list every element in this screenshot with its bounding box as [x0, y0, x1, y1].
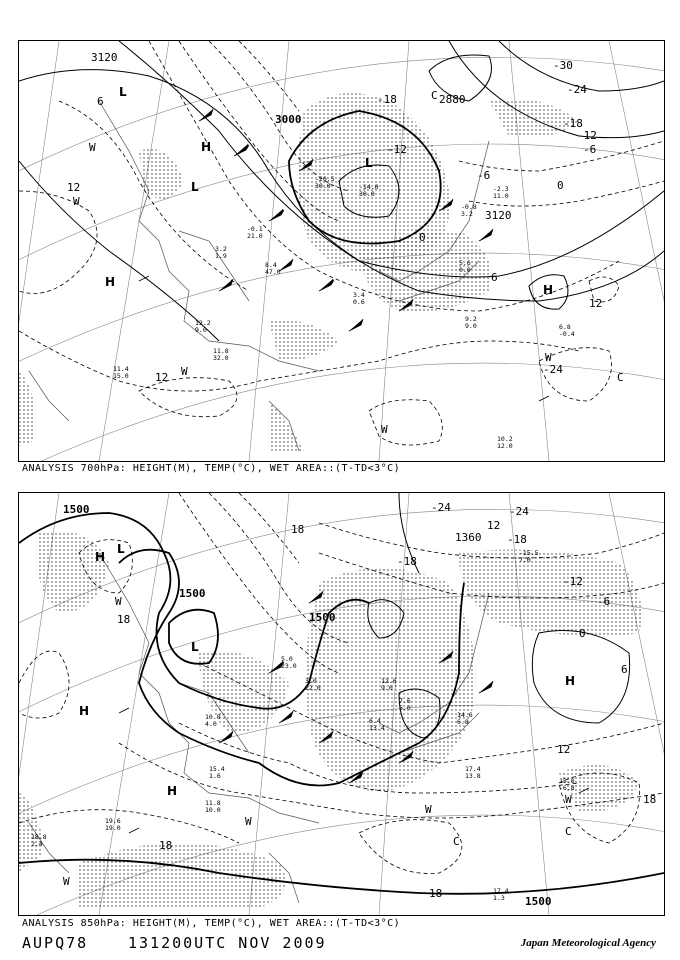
- svg-text:11.4: 11.4: [113, 365, 129, 373]
- svg-text:5.6: 5.6: [459, 259, 471, 267]
- map-850hpa: [18, 492, 665, 916]
- svg-text:-6.8: -6.8: [559, 784, 575, 792]
- svg-text:-14.0: -14.0: [359, 183, 379, 191]
- svg-text:-15.5: -15.5: [519, 549, 539, 557]
- svg-text:23.0: 23.0: [281, 662, 297, 670]
- svg-text:-0.4: -0.4: [559, 330, 575, 338]
- svg-text:17.4: 17.4: [465, 765, 481, 773]
- svg-text:14.6: 14.6: [457, 711, 473, 719]
- svg-text:6.8: 6.8: [559, 323, 571, 331]
- svg-text:0.6: 0.6: [353, 298, 365, 306]
- high-marker: H: [79, 704, 90, 718]
- high-marker: H: [565, 674, 576, 688]
- svg-text:7.0: 7.0: [519, 556, 531, 564]
- svg-text:19.0: 19.0: [105, 824, 121, 832]
- temp-label: 0: [557, 179, 564, 192]
- analysis-datetime: 131200UTC NOV 2009: [128, 934, 327, 952]
- cold-marker: C: [617, 371, 624, 384]
- svg-text:-20.5: -20.5: [315, 175, 335, 183]
- svg-text:9.2: 9.2: [465, 315, 477, 323]
- svg-text:11.0: 11.0: [493, 192, 509, 200]
- low-marker: L: [119, 85, 127, 99]
- caption-850hpa: ANALYSIS 850hPa: HEIGHT(M), TEMP(°C), WET AREA::(T-TD<3°C): [22, 918, 401, 929]
- height-label: 2880: [439, 93, 466, 106]
- temp-label: -24: [567, 83, 587, 96]
- temp-label: -12: [577, 129, 597, 142]
- temp-label: 6: [491, 271, 498, 284]
- temp-label: 12: [67, 181, 81, 194]
- height-label: 3000: [275, 113, 302, 126]
- low-marker: L: [117, 542, 125, 556]
- svg-text:18.8: 18.8: [31, 833, 47, 841]
- cold-marker: C: [431, 89, 438, 102]
- svg-text:15.4: 15.4: [209, 765, 225, 773]
- temp-label: -12: [563, 575, 583, 588]
- height-label: 1500: [179, 587, 206, 600]
- temp-label: 0: [419, 231, 426, 244]
- svg-text:30.0: 30.0: [315, 182, 331, 190]
- svg-text:6.8: 6.8: [457, 718, 469, 726]
- svg-text:17.4: 17.4: [493, 887, 509, 895]
- temp-label: 6: [621, 663, 628, 676]
- svg-text:-0.1: -0.1: [247, 225, 263, 233]
- svg-text:12.6: 12.6: [381, 677, 397, 685]
- warm-marker: W: [181, 365, 188, 378]
- temp-label: 12: [487, 519, 501, 532]
- temp-label: -18: [507, 533, 527, 546]
- temp-label: -18: [397, 555, 417, 568]
- height-label: 1500: [309, 611, 336, 624]
- agency-name: Japan Meteorological Agency: [520, 937, 656, 949]
- map-700hpa: [18, 40, 665, 462]
- temp-label: -30: [553, 59, 573, 72]
- temp-label: 12: [589, 297, 603, 310]
- temp-label: 6: [97, 95, 104, 108]
- cold-marker: C: [565, 825, 572, 838]
- high-marker: H: [201, 140, 212, 154]
- temp-label: -24: [543, 363, 563, 376]
- low-marker: L: [365, 156, 373, 170]
- svg-text:9.0: 9.0: [381, 684, 393, 692]
- caption-700hpa: ANALYSIS 700hPa: HEIGHT(M), TEMP(°C), WET AREA::(T-TD<3°C): [22, 463, 401, 474]
- svg-text:3.2: 3.2: [461, 210, 473, 218]
- height-label: 1500: [63, 503, 90, 516]
- svg-text:9.0: 9.0: [465, 322, 477, 330]
- svg-text:3.0: 3.0: [305, 677, 317, 685]
- svg-text:13.4: 13.4: [369, 724, 385, 732]
- map-700hpa-graphic: [19, 41, 664, 461]
- svg-text:6.0: 6.0: [399, 704, 411, 712]
- svg-text:21.0: 21.0: [247, 232, 263, 240]
- svg-text:13.8: 13.8: [465, 772, 481, 780]
- svg-text:1.9: 1.9: [215, 252, 227, 260]
- temp-label: 18: [159, 839, 173, 852]
- low-marker: L: [191, 180, 199, 194]
- svg-text:47.0: 47.0: [265, 268, 281, 276]
- product-code: AUPQ78: [22, 934, 89, 952]
- svg-text:3.2: 3.2: [215, 245, 227, 253]
- svg-text:1.6: 1.6: [209, 772, 221, 780]
- temp-label: -18: [563, 117, 583, 130]
- temp-label: 0: [579, 627, 586, 640]
- warm-marker: W: [63, 875, 70, 888]
- temp-label: -24: [509, 505, 529, 518]
- warm-marker: W: [89, 141, 96, 154]
- svg-text:11.8: 11.8: [205, 799, 221, 807]
- svg-text:12.0: 12.0: [497, 442, 513, 450]
- temp-label: 18: [291, 523, 305, 536]
- temp-label: -12: [387, 143, 407, 156]
- temp-label: 18: [429, 887, 443, 900]
- svg-text:0.0: 0.0: [459, 266, 471, 274]
- warm-marker: W: [245, 815, 252, 828]
- height-label: 3120: [91, 51, 118, 64]
- high-marker: H: [167, 784, 178, 798]
- svg-text:5.0: 5.0: [281, 655, 293, 663]
- temp-label: -6: [597, 595, 611, 608]
- svg-text:6.4: 6.4: [369, 717, 381, 725]
- svg-text:-2.3: -2.3: [493, 185, 509, 193]
- warm-marker: W: [565, 793, 572, 806]
- low-marker: L: [191, 640, 199, 654]
- svg-text:30.0: 30.0: [359, 190, 375, 198]
- svg-text:10.2: 10.2: [497, 435, 513, 443]
- high-marker: H: [543, 283, 554, 297]
- svg-text:12.2: 12.2: [195, 319, 211, 327]
- temp-label: -6: [583, 143, 597, 156]
- map-850hpa-graphic: [19, 493, 664, 915]
- temp-label: -6: [477, 169, 491, 182]
- height-label: 1500: [525, 895, 552, 908]
- svg-text:7.6: 7.6: [399, 697, 411, 705]
- temp-label: 12: [557, 743, 571, 756]
- warm-marker: W: [425, 803, 432, 816]
- svg-text:10.0: 10.0: [205, 806, 221, 814]
- warm-marker: W: [381, 423, 388, 436]
- cold-marker: C: [453, 835, 460, 848]
- high-marker: H: [95, 550, 106, 564]
- wet-area: [19, 531, 642, 908]
- svg-text:8.4: 8.4: [265, 261, 277, 269]
- warm-marker: W: [115, 595, 122, 608]
- svg-text:3.4: 3.4: [353, 291, 365, 299]
- svg-text:1.3: 1.3: [493, 894, 505, 902]
- svg-text:4.0: 4.0: [205, 720, 217, 728]
- warm-marker: W: [545, 351, 552, 364]
- svg-text:-0.8: -0.8: [461, 203, 477, 211]
- svg-text:11.8: 11.8: [213, 347, 229, 355]
- height-label: 1360: [455, 531, 482, 544]
- svg-text:19.6: 19.6: [105, 817, 121, 825]
- temp-label: -18: [377, 93, 397, 106]
- svg-text:15.0: 15.0: [559, 777, 575, 785]
- height-label: 3120: [485, 209, 512, 222]
- warm-marker: W: [73, 195, 80, 208]
- temp-label: 18: [643, 793, 657, 806]
- svg-text:9.0: 9.0: [195, 326, 207, 334]
- temp-label: 12: [155, 371, 169, 384]
- temp-label: 18: [117, 613, 131, 626]
- svg-text:22.0: 22.0: [305, 684, 321, 692]
- svg-text:15.0: 15.0: [113, 372, 129, 380]
- high-marker: H: [105, 275, 116, 289]
- temp-label: -24: [431, 501, 451, 514]
- svg-text:2.4: 2.4: [31, 840, 43, 848]
- svg-text:32.0: 32.0: [213, 354, 229, 362]
- svg-text:10.8: 10.8: [205, 713, 221, 721]
